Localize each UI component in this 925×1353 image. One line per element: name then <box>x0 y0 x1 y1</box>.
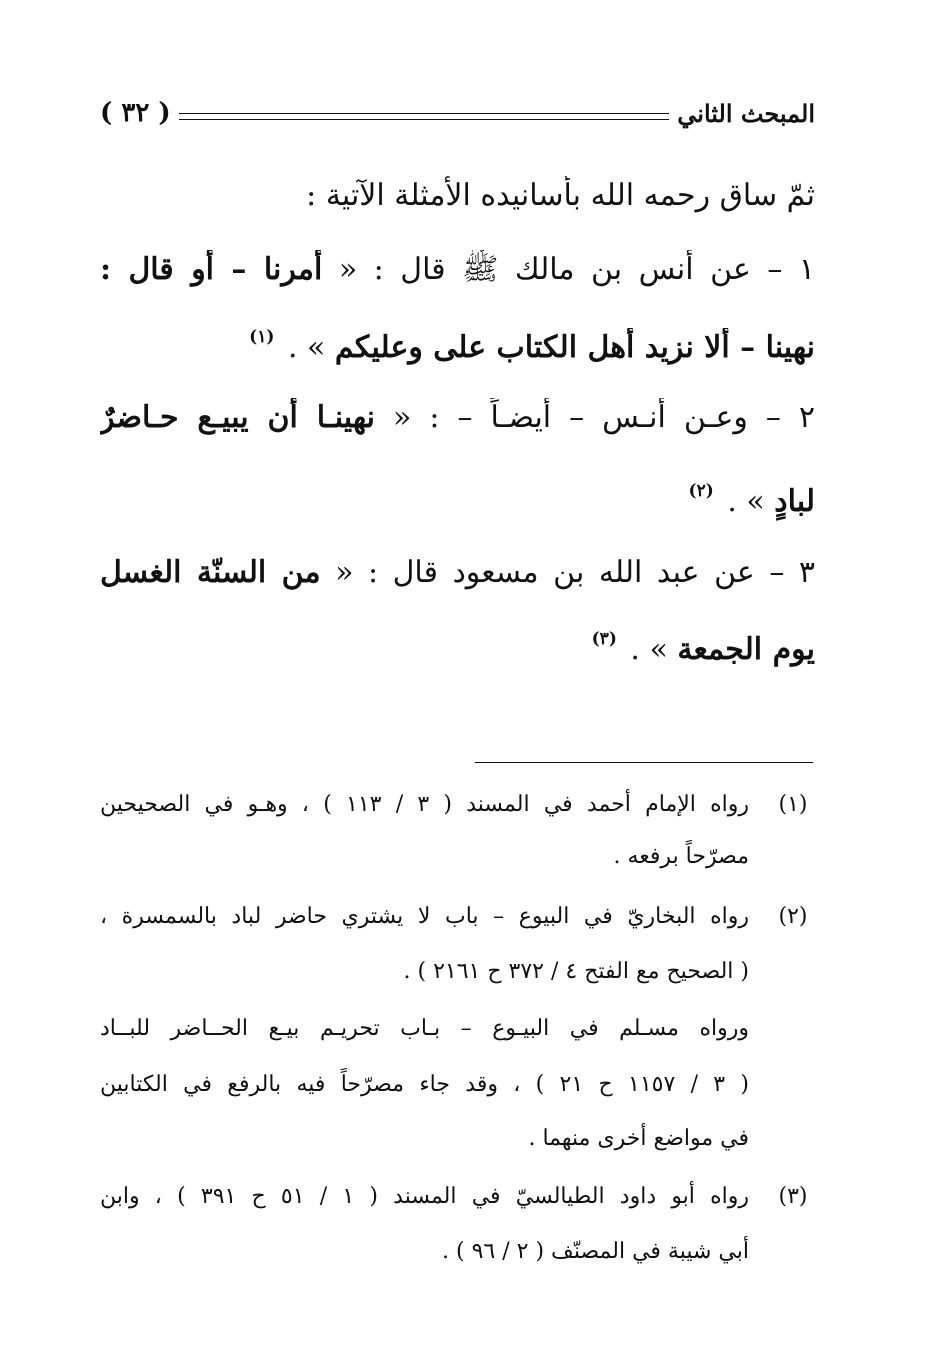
header-rule <box>179 113 670 120</box>
footnote-1-number: (١) <box>778 792 808 817</box>
page-number: ( ٣٢ ) <box>100 98 171 128</box>
footnote-3-line1 <box>100 1180 815 1214</box>
footnote-ref-1: (١) <box>249 328 275 347</box>
footnote-1-text: مصرّحاً برفعه . <box>613 844 749 869</box>
item3-quote-start: من السنّة الغسل <box>100 555 321 590</box>
footnote-1-line2 <box>100 840 815 874</box>
item3-prefix: ٣ – عن عبد الله بن مسعود قال : « <box>335 555 815 590</box>
footnote-2-line5 <box>100 1122 815 1156</box>
item1-prefix: ١ – عن أنس بن مالك ﷺ قال : « <box>338 252 815 287</box>
item2-line1 <box>100 398 815 438</box>
footnote-2-line3 <box>100 1012 815 1046</box>
footnote-2-line2 <box>100 955 815 989</box>
item2-line2 <box>100 482 815 522</box>
item1-line2 <box>100 328 815 368</box>
footnote-ref-2: (٢) <box>688 482 714 501</box>
item2-quote-start: نهينـا أن يبيـع حـاضرٌ <box>100 400 376 435</box>
footnote-3-number: (٣) <box>778 1184 808 1209</box>
footnote-2-text: ( ٣ / ١١٥٧ ح ٢١ ) ، وقد جاء مصرّحاً فيه بالرفع في الكتابين <box>100 1072 749 1097</box>
section-title: المبحث الثاني <box>677 98 815 128</box>
intro-text: ثمّ ساق رحمه الله بأسانيده الأمثلة الآتية : <box>306 178 815 213</box>
item1-line1 <box>100 250 815 290</box>
item2-close: » . <box>727 484 765 519</box>
item1-quote-end: نهينا – ألا نزيد أهل الكتاب على وعليكم <box>334 330 815 365</box>
intro-line <box>100 176 815 216</box>
footnote-1-text: رواه الإمام أحمد في المسند ( ٣ / ١١٣ ) ، وهـو في الصحيحين <box>100 792 749 817</box>
footnote-2-text: رواه البخاريّ في البيوع – باب لا يشتري حاضر لباد بالسمسرة ، <box>100 904 749 929</box>
item2-quote-end: لبادٍ <box>774 484 815 519</box>
footnote-3-text: رواه أبو داود الطيالسيّ في المسند ( ١ / ٥١ ح ٣٩١ ) ، وابن <box>100 1184 749 1209</box>
item1-quote-start: أمرنا – أو قال : <box>100 252 323 287</box>
footnote-ref-3: (٣) <box>591 630 617 649</box>
footnote-separator <box>475 762 813 763</box>
item3-line1 <box>100 553 815 593</box>
footnote-2-text: ( الصحيح مع الفتح ٤ / ٣٧٢ ح ٢١٦١ ) . <box>403 959 749 984</box>
item2-prefix: ٢ – وعـن أنـس – أيضـاً – : « <box>393 400 815 435</box>
footnote-2-text: ورواه مسـلم في البيـوع – بـاب تحريـم بيـع الحــاضر للبــاد <box>100 1016 749 1041</box>
running-header <box>100 92 815 134</box>
item3-line2 <box>100 630 815 670</box>
item1-close: » . <box>287 330 326 365</box>
item3-quote-end: يوم الجمعة <box>677 632 815 667</box>
footnote-1-line1 <box>100 788 815 822</box>
footnote-2-line1 <box>100 900 815 934</box>
footnote-3-text: أبي شيبة في المصنّف ( ٢ / ٩٦ ) . <box>442 1239 749 1264</box>
footnote-2-number: (٢) <box>778 904 808 929</box>
item3-close: » . <box>630 632 668 667</box>
footnote-2-line4 <box>100 1068 815 1102</box>
footnote-2-text: في مواضع أخرى منهما . <box>528 1126 749 1151</box>
footnote-3-line2 <box>100 1235 815 1269</box>
